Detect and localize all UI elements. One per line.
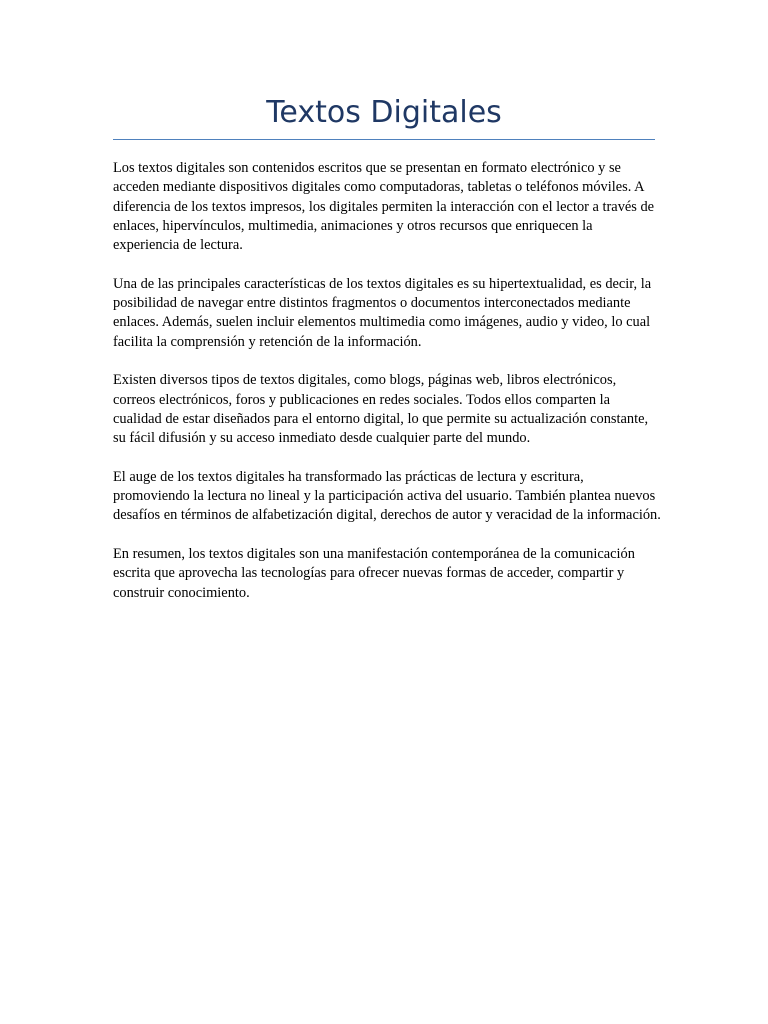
paragraph-3: Existen diversos tipos de textos digitales, como blogs, páginas web, libros electrónicos, correos electrónicos, foros y publicaciones en redes sociales. Todos ellos comparten la cualidad de estar diseñados para el entorno digital, lo que permite su actualización constante, su fácil difusión y su acceso inmediato desde cualquier parte del mundo.: [113, 372, 649, 447]
document-title: Textos Digitales: [266, 95, 502, 130]
paragraph-1: Los textos digitales son contenidos escritos que se presentan en formato electrónico y se acceden mediante dispositivos digitales como computadoras, tabletas o teléfonos móviles. A diferencia de los textos impresos, los digitales permiten la interacción con el lector a través de enlaces, hipervínculos, multimedia, animaciones y otros recursos que enriquecen la experiencia de lectura.: [113, 160, 655, 254]
document-body: [113, 159, 661, 622]
paragraph-5: En resumen, los textos digitales son una manifestación contemporánea de la comunicación escrita que aprovecha las tecnologías para ofrecer nuevas formas de acceder, compartir y construir conocimiento.: [113, 545, 635, 601]
paragraph-4: El auge de los textos digitales ha transformado las prácticas de lectura y escritura, promoviendo la lectura no lineal y la participación activa del usuario. También plantea nuevos desafíos en términos de alfabetización digital, derechos de autor y veracidad de la información.: [113, 468, 661, 524]
title-underline-rule: [113, 139, 655, 140]
paragraph-2: Una de las principales características de los textos digitales es su hipertextualidad, es decir, la posibilidad de navegar entre distintos fragmentos o documentos interconectados mediante enlaces. Además, suelen incluir elementos multimedia como imágenes, audio y video, lo cual facilita la comprensión y retención de la información.: [113, 275, 652, 350]
